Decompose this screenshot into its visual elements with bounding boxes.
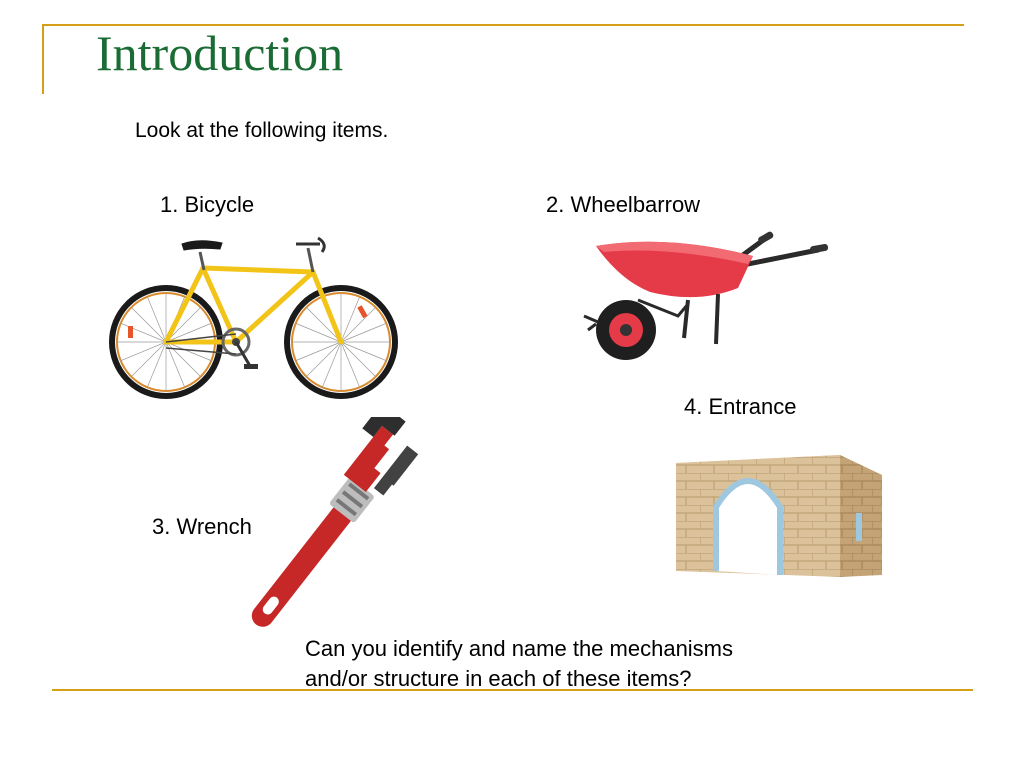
- header-rule-left: [42, 24, 44, 94]
- wheelbarrow-icon: [578, 230, 833, 370]
- slide-title: Introduction: [96, 25, 344, 81]
- bicycle-icon: [108, 230, 400, 405]
- caption-entrance: 4. Entrance: [684, 394, 797, 419]
- caption-bicycle: 1. Bicycle: [160, 192, 255, 217]
- wrench-icon: [228, 417, 443, 633]
- question-text: Can you identify and name the mechanisms and/or structure in each of these items?: [305, 636, 734, 691]
- arch-entrance-icon: [672, 425, 884, 580]
- caption-wrench: 3. Wrench: [152, 514, 252, 539]
- caption-wheelbarrow: 2. Wheelbarrow: [546, 192, 701, 217]
- intro-text: Look at the following items.: [135, 119, 389, 142]
